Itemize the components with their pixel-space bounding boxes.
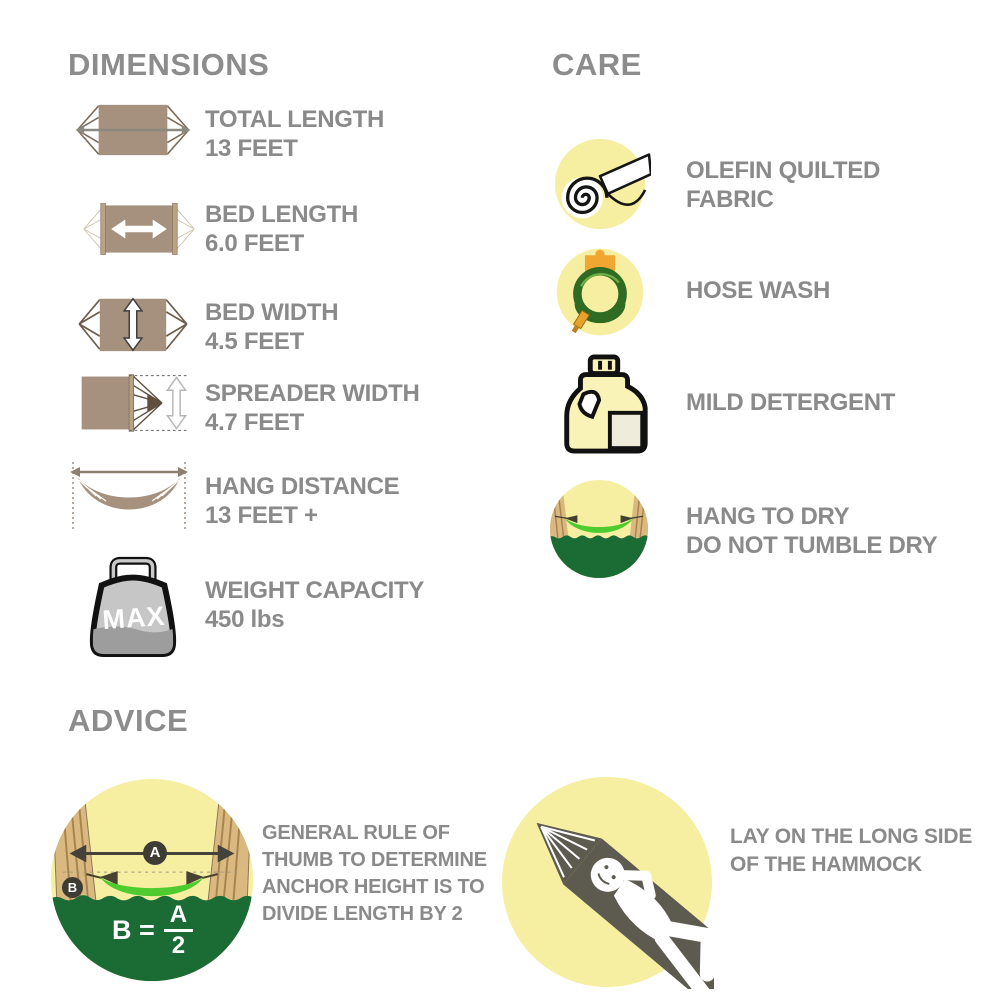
- formula-lhs: B =: [112, 915, 155, 945]
- total-length-icon: [72, 100, 194, 160]
- bed-width-label: BED WIDTH 4.5 FEET: [205, 299, 339, 355]
- spreader-width-label: SPREADER WIDTH 4.7 FEET: [205, 380, 420, 436]
- weight-max-text: MAX: [101, 600, 167, 636]
- total-length-label: TOTAL LENGTH 13 FEET: [205, 106, 385, 162]
- lay-on-long-side-text: LAY ON THE LONG SIDE OF THE HAMMOCK: [730, 825, 973, 876]
- advice-title: ADVICE: [68, 703, 189, 738]
- mild-detergent-label: MILD DETERGENT: [686, 389, 896, 416]
- anchor-formula: [112, 903, 193, 958]
- detergent-icon: [553, 353, 655, 455]
- bed-length-label: BED LENGTH 6.0 FEET: [205, 201, 359, 257]
- anchor-rule-text: GENERAL RULE OF THUMB TO DETERMINE ANCHOR HEIGHT IS TO DIVIDE LENGTH BY 2: [262, 822, 487, 925]
- fabric-label: OLEFIN QUILTED FABRIC: [686, 157, 881, 213]
- anchor-a-badge: A: [143, 841, 167, 865]
- hose-icon: [551, 243, 649, 341]
- bed-length-icon: [80, 198, 198, 260]
- hang-to-dry-label: HANG TO DRY DO NOT TUMBLE DRY: [686, 503, 938, 559]
- lay-on-hammock-diagram: [500, 775, 714, 989]
- weight-capacity-label: WEIGHT CAPACITY 450 lbs: [205, 577, 425, 633]
- bed-width-icon: [74, 295, 192, 353]
- dimensions-title: DIMENSIONS: [68, 47, 270, 82]
- formula-fraction: $\frac{A}{2}$: [164, 903, 193, 958]
- hose-wash-label: HOSE WASH: [686, 277, 830, 304]
- fabric-roll-icon: [549, 133, 651, 235]
- care-title: CARE: [552, 47, 642, 82]
- anchor-b-badge: B: [62, 877, 83, 898]
- spreader-width-icon: [78, 368, 192, 438]
- hang-distance-label: HANG DISTANCE 13 FEET +: [205, 473, 400, 529]
- hang-to-dry-icon: [547, 477, 651, 581]
- hang-distance-icon: [68, 460, 190, 532]
